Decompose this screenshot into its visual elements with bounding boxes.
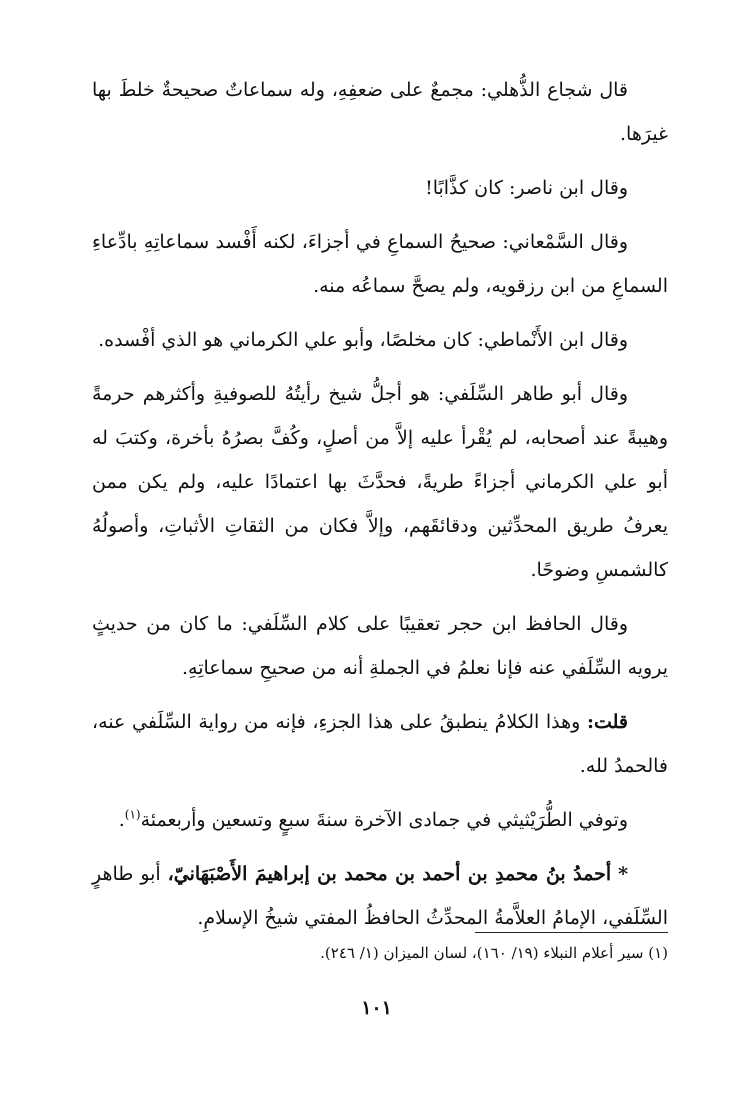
biography-entry bbox=[92, 852, 668, 940]
entry-marker: * bbox=[618, 863, 628, 885]
author-note-lead: قلت: bbox=[586, 711, 628, 733]
footnote-number: (١) bbox=[648, 944, 668, 962]
page-number: ١٠١ bbox=[361, 997, 392, 1019]
main-text bbox=[92, 68, 668, 940]
paragraph-author-note bbox=[92, 700, 668, 788]
paragraph-text: وتوفي الطُّرَيْثيثي في جمادى الآخرة سنةَ سبعٍ وتسعين وأربعمئة bbox=[140, 809, 628, 831]
paragraph-samani bbox=[92, 220, 668, 308]
paragraph-text: وقال ابن الأَنْماطي: كان مخلصًا، وأبو علي الكرماني هو الذي أفْسده. bbox=[98, 329, 628, 351]
paragraph-end: . bbox=[118, 809, 125, 831]
footnote-text: سير أعلام النبلاء (١٩/ ١٦٠)، لسان الميزان (١/ ٢٤٦). bbox=[320, 944, 644, 962]
paragraph-text: وقال الحافظ ابن حجر تعقيبًا على كلام السِّلَفي: ما كان من حديثٍ يرويه السِّلَفي عنه فإنا نعلمُ في الجملةِ أنه من صحيحِ سماعاتِهِ. bbox=[92, 613, 668, 679]
paragraph-silafi bbox=[92, 372, 668, 592]
paragraph-anmati bbox=[92, 318, 668, 362]
paragraph-dhuhli bbox=[92, 68, 668, 156]
paragraph-text: وقال ابن ناصر: كان كذَّابًا! bbox=[425, 177, 628, 199]
footnote-reference[interactable]: (١) bbox=[124, 807, 141, 822]
footnote bbox=[92, 940, 668, 966]
paragraph-text: وقال السَّمْعاني: صحيحُ السماعِ في أجزاءَ، لكنه أَفْسد سماعاتِهِ بادِّعاءِ السماعِ من ابن رزقويه، ولم يصحَّ سماعُه منه. bbox=[92, 231, 668, 297]
paragraph-ibn-nasir bbox=[92, 166, 668, 210]
paragraph-ibn-hajar bbox=[92, 602, 668, 690]
paragraph-text: وهذا الكلامُ ينطبقُ على هذا الجزءِ، فإنه من رواية السِّلَفي عنه، فالحمدُ لله. bbox=[92, 711, 668, 777]
entry-description: أبو طاهرٍ السِّلَفي، الإمامُ العلاَّمةُ المحدِّثُ الحافظُ المفتي شيخُ الإسلامِ. bbox=[92, 863, 668, 929]
paragraph-text: قال شجاع الذُّهلي: مجمعٌ على ضعفِهِ، وله سماعاتٌ صحيحةٌ خلطَ بها غيرَها. bbox=[92, 79, 668, 145]
footnote-divider bbox=[475, 932, 668, 933]
paragraph-text: وقال أبو طاهر السِّلَفي: هو أجلُّ شيخ رأيتُهُ للصوفيةِ وأكثرهم حرمةً وهيبةً عند أصحابه، لم يُقْرأ عليه إلاَّ من أصلٍ، وكُفَّ بصرُهُ بأخرة، وكتبَ له أبو علي الكرماني أجزاءً طريةً، فحدَّثَ بها اعتمادًا عليه، ولم يكن ممن يعرفُ طريق المحدِّثين ودقائقَهم، وإلاَّ فكان من الثقاتِ الأثباتِ، وأصولُهُ كالشمسِ وضوحًا. bbox=[92, 383, 668, 581]
paragraph-death-date bbox=[92, 798, 668, 842]
entry-name: أحمدُ بنُ محمدِ بن أحمد بن محمد بن إبراهيمَ الأَصْبَهَانيّ، bbox=[167, 863, 612, 885]
